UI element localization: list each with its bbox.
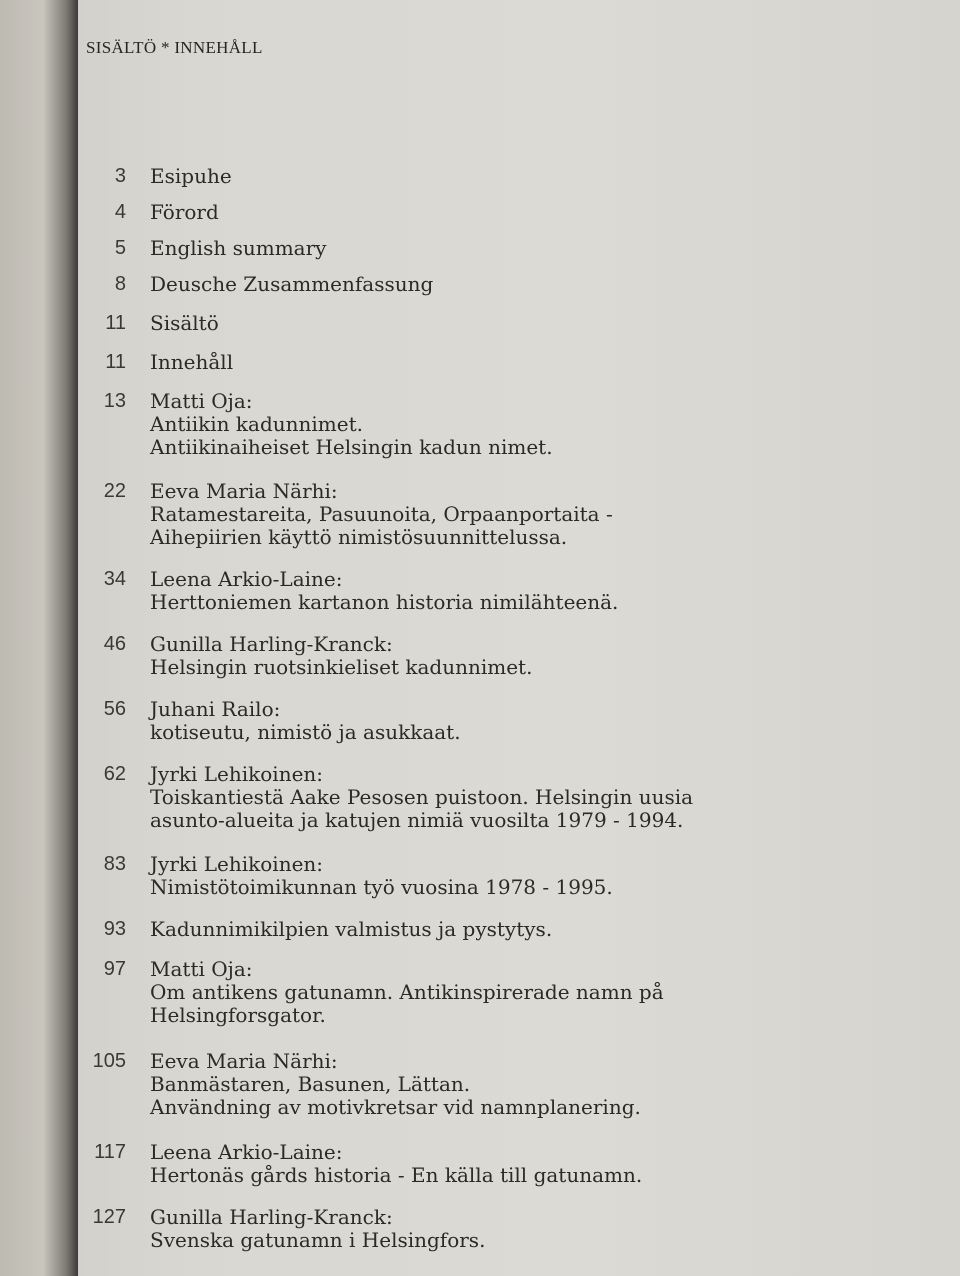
entry-line: Helsingin ruotsinkieliset kadunnimet. xyxy=(150,655,533,679)
entry-line: Toiskantiestä Aake Pesosen puistoon. Helsingin uusia xyxy=(150,785,694,809)
toc-entry xyxy=(86,351,786,374)
entry-text xyxy=(150,568,618,614)
entry-text xyxy=(150,1206,485,1252)
page-number: 11 xyxy=(105,312,126,334)
page-number: 22 xyxy=(103,480,126,502)
page-number: 127 xyxy=(92,1206,126,1228)
entry-line: Eeva Maria Närhi: xyxy=(150,479,338,503)
entry-line: Deusche Zusammenfassung xyxy=(150,272,434,296)
page-number: 11 xyxy=(105,351,126,373)
entry-text xyxy=(150,1141,642,1187)
toc-entry xyxy=(86,763,786,832)
toc-entry xyxy=(86,918,786,941)
toc-entry xyxy=(86,958,786,1027)
entry-text xyxy=(150,763,693,832)
entry-line: Matti Oja: xyxy=(150,389,253,413)
entry-text xyxy=(150,273,433,296)
toc-entry xyxy=(86,1206,786,1252)
entry-text xyxy=(150,698,461,744)
entry-line: Jyrki Lehikoinen: xyxy=(150,852,324,876)
entry-line: asunto-alueita ja katujen nimiä vuosilta 1979 - 1994. xyxy=(150,808,684,832)
page-number: 4 xyxy=(114,201,126,223)
page-number: 5 xyxy=(114,237,126,259)
entry-line: Gunilla Harling-Kranck: xyxy=(150,1205,393,1229)
entry-line: Juhani Railo: xyxy=(150,697,281,721)
entry-text xyxy=(150,351,233,374)
toc-entry xyxy=(86,853,786,899)
entry-line: Banmästaren, Basunen, Lättan. xyxy=(150,1072,471,1096)
entry-line: Helsingforsgator. xyxy=(150,1003,326,1027)
entry-line: Förord xyxy=(150,200,219,224)
page-number: 13 xyxy=(103,390,126,412)
entry-line: Kadunnimikilpien valmistus ja pystytys. xyxy=(150,917,553,941)
entry-text xyxy=(150,480,613,549)
entry-text xyxy=(150,165,232,188)
page-number: 56 xyxy=(103,698,126,720)
toc-entry xyxy=(86,201,786,224)
entry-text xyxy=(150,958,664,1027)
page-number: 34 xyxy=(103,568,126,590)
entry-line: Gunilla Harling-Kranck: xyxy=(150,632,393,656)
toc-entry xyxy=(86,480,786,549)
page-number: 3 xyxy=(114,165,126,187)
entry-text xyxy=(150,390,553,459)
entry-line: Leena Arkio-Laine: xyxy=(150,567,343,591)
entry-line: Användning av motivkretsar vid namnplanering. xyxy=(150,1095,641,1119)
page-number: 8 xyxy=(114,273,126,295)
toc-entry xyxy=(86,273,786,296)
toc-entry xyxy=(86,237,786,260)
entry-line: Herttoniemen kartanon historia nimilähteenä. xyxy=(150,590,619,614)
page-number: 83 xyxy=(103,853,126,875)
entry-line: Antiikin kadunnimet. xyxy=(150,412,363,436)
entry-line: Sisältö xyxy=(150,311,219,335)
entry-line: Svenska gatunamn i Helsingfors. xyxy=(150,1228,486,1252)
entry-text xyxy=(150,312,219,335)
entry-line: Antiikinaiheiset Helsingin kadun nimet. xyxy=(150,435,553,459)
entry-line: Jyrki Lehikoinen: xyxy=(150,762,324,786)
entry-line: Ratamestareita, Pasuunoita, Orpaanportaita - xyxy=(150,502,613,526)
entry-line: kotiseutu, nimistö ja asukkaat. xyxy=(150,720,461,744)
entry-line: Hertonäs gårds historia - En källa till gatunamn. xyxy=(150,1163,643,1187)
entry-text xyxy=(150,1050,641,1119)
entry-text xyxy=(150,633,532,679)
entry-text xyxy=(150,201,219,224)
toc-entry xyxy=(86,165,786,188)
toc-entry xyxy=(86,312,786,335)
toc-entry xyxy=(86,633,786,679)
entry-text xyxy=(150,237,326,260)
entry-line: English summary xyxy=(150,236,327,260)
entry-line: Om antikens gatunamn. Antikinspirerade namn på xyxy=(150,980,664,1004)
toc-entry xyxy=(86,568,786,614)
entry-line: Matti Oja: xyxy=(150,957,253,981)
page-title: SISÄLTÖ * INNEHÅLL xyxy=(86,38,263,57)
page-number: 97 xyxy=(103,958,126,980)
entry-line: Eeva Maria Närhi: xyxy=(150,1049,338,1073)
entry-line: Leena Arkio-Laine: xyxy=(150,1140,343,1164)
book-binding-shadow xyxy=(0,0,78,1276)
page-number: 93 xyxy=(103,918,126,940)
toc-entry xyxy=(86,390,786,459)
toc-entry xyxy=(86,698,786,744)
entry-line: Nimistötoimikunnan työ vuosina 1978 - 1995. xyxy=(150,875,613,899)
entry-text xyxy=(150,853,613,899)
page-number: 62 xyxy=(103,763,126,785)
page-number: 46 xyxy=(103,633,126,655)
entry-line: Esipuhe xyxy=(150,164,232,188)
entry-line: Aihepiirien käyttö nimistösuunnittelussa. xyxy=(150,525,568,549)
toc-entry xyxy=(86,1141,786,1187)
entry-text xyxy=(150,918,552,941)
page-number: 105 xyxy=(92,1050,126,1072)
toc-entry xyxy=(86,1050,786,1119)
page-number: 117 xyxy=(94,1141,126,1163)
entry-line: Innehåll xyxy=(150,350,234,374)
